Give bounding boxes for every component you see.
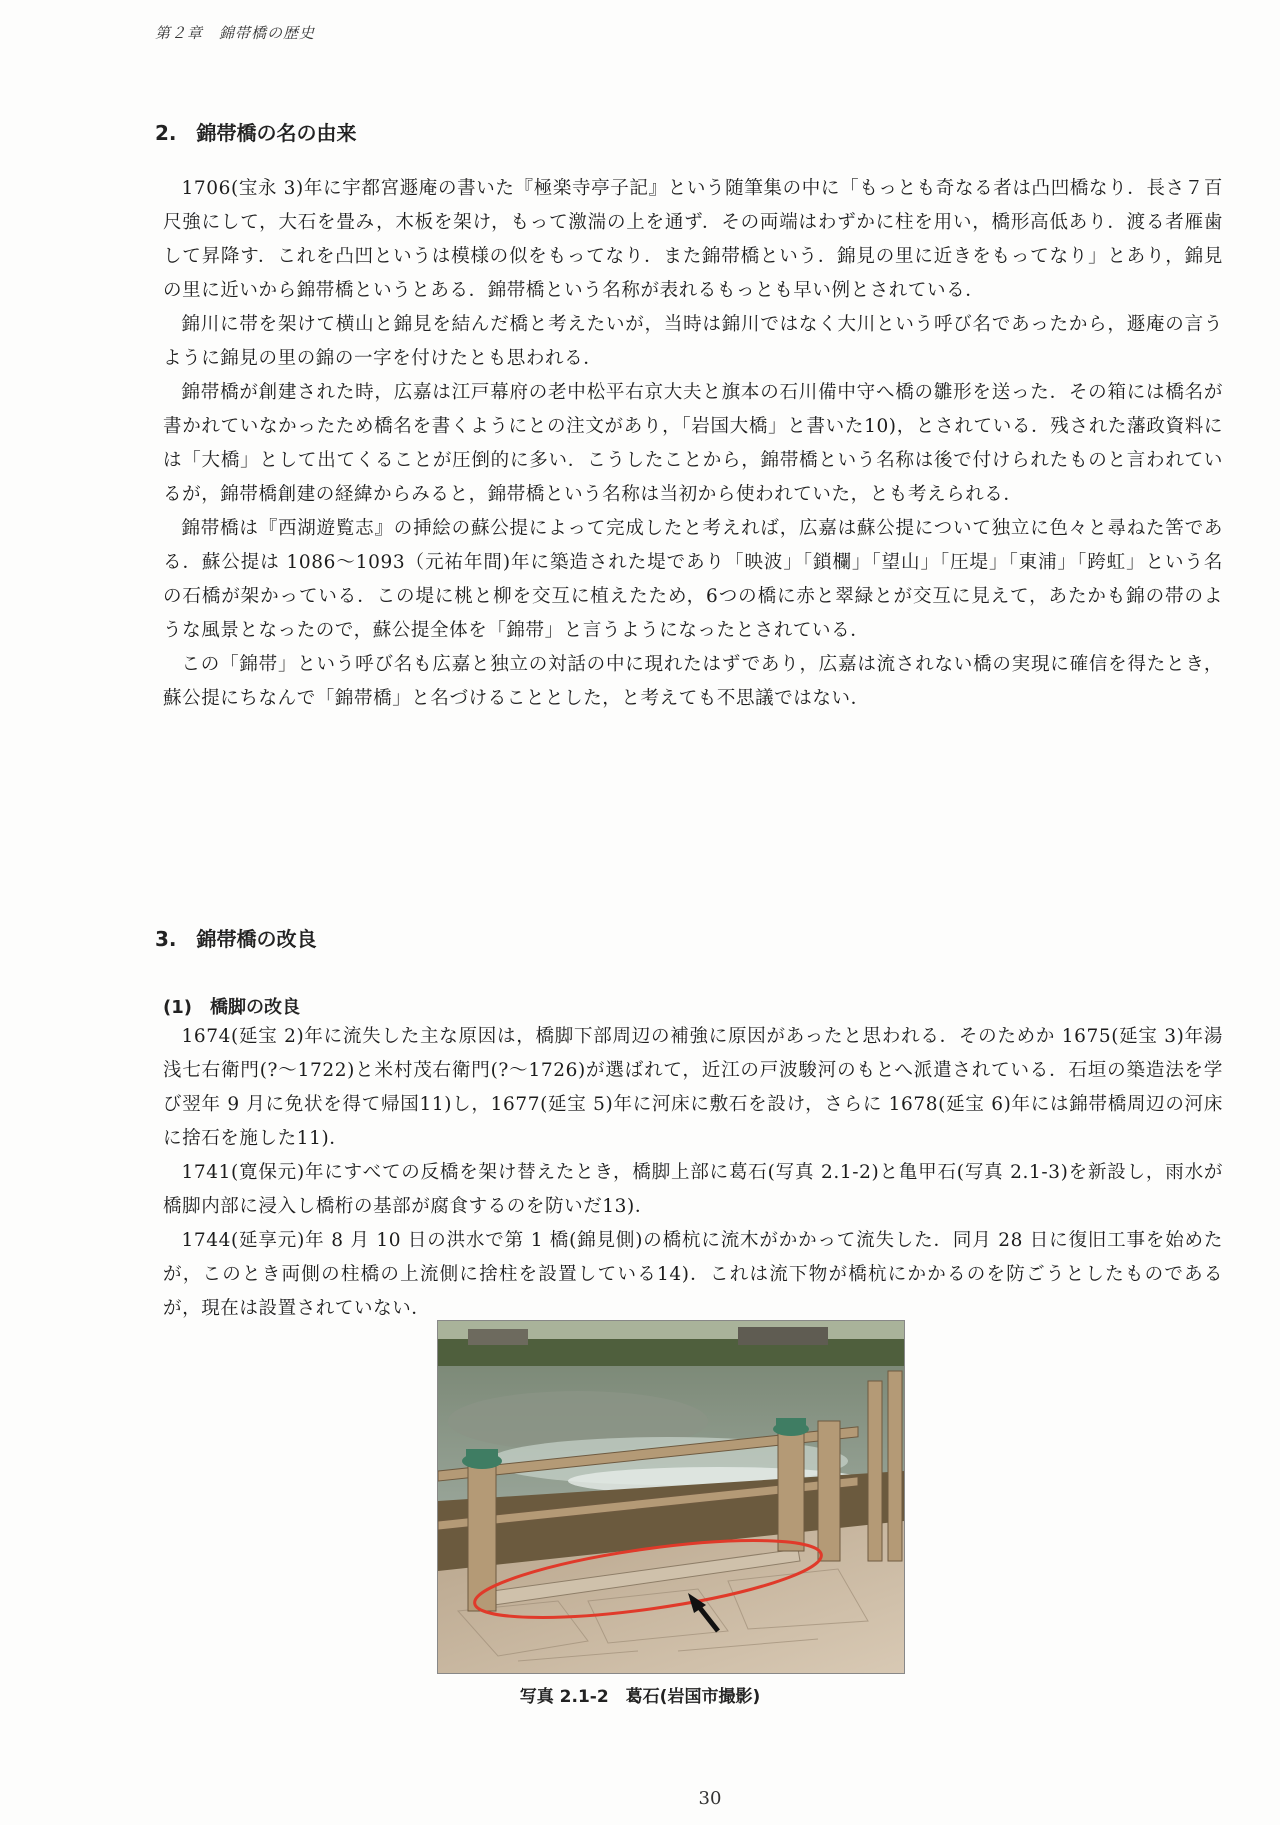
paragraph: この「錦帯」という呼び名も広嘉と独立の対話の中に現れたはずであり，広嘉は流されない橋の実現に確信を得たとき，蘇公提にちなんで「錦帯橋」と名づけることとした，と考えても不思議ではない． bbox=[163, 654, 1223, 709]
section-heading-name-origin: 2. 錦帯橋の名の由来 bbox=[155, 121, 357, 145]
bridge-photo bbox=[437, 1320, 905, 1674]
paragraph: 1741(寛保元)年にすべての反橋を架け替えたとき，橋脚上部に葛石(写真 2.1-2)と亀甲石(写真 2.1-3)を新設し，雨水が橋脚内部に浸入し橋桁の基部が腐食するのを防いだ13)． bbox=[163, 1162, 1223, 1217]
paragraph: 錦帯橋は『西湖遊覧志』の挿絵の蘇公提によって完成したと考えれば，広嘉は蘇公提について独立に色々と尋ねた筈である．蘇公提は 1086～1093（元祐年間)年に築造された堤であり「映波」「鎖欄」「望山」「圧堤」「東浦」「跨虹」という名の石橋が架かっている．この堤に桃と柳を交互に植えたため，6つの橋に赤と翠緑とが交互に見えて，あたかも錦の帯のような風景となったので，蘇公提全体を「錦帯」と言うようになったとされている． bbox=[163, 518, 1223, 641]
paragraph: 1744(延享元)年 8 月 10 日の洪水で第 1 橋(錦見側)の橋杭に流木がかかって流失した．同月 28 日に復旧工事を始めたが，このとき両側の柱橋の上流側に捨柱を設置している14)．これは流下物が橋杭にかかるのを防ごうとしたものであるが，現在は設置されていない． bbox=[163, 1230, 1223, 1319]
paragraph: 1674(延宝 2)年に流失した主な原因は，橋脚下部周辺の補強に原因があったと思われる．そのためか 1675(延宝 3)年湯浅七右衛門(?～1722)と米村茂右衛門(?～1726)が選ばれて，近江の戸波駿河のもとへ派遣されている．石垣の築造法を学び翌年 9 月に免状を得て帰国11)し，1677(延宝 5)年に河床に敷石を設け，さらに 1678(延宝 6)年には錦帯橋周辺の河床に捨石を施した11)． bbox=[163, 1026, 1223, 1149]
running-header: 第２章 錦帯橋の歴史 bbox=[155, 24, 316, 42]
page-number: 30 bbox=[698, 1788, 722, 1809]
paragraph: 錦帯橋が創建された時，広嘉は江戸幕府の老中松平右京大夫と旗本の石川備中守へ橋の雛形を送った．その箱には橋名が書かれていなかったため橋名を書くようにとの注文があり，「岩国大橋」と書いた10)，とされている．残された藩政資料には「大橋」として出てくることが圧倒的に多い．こうしたことから，錦帯橋という名称は後で付けられたものと言われているが，錦帯橋創建の経緯からみると，錦帯橋という名称は当初から使われていた，とも考えられる． bbox=[163, 382, 1223, 505]
section-heading-improvement: 3. 錦帯橋の改良 bbox=[155, 927, 317, 951]
photo-caption: 写真 2.1-2 葛石(岩国市撮影) bbox=[519, 1687, 761, 1707]
paragraph: 1706(宝永 3)年に宇都宮遯庵の書いた『極楽寺亭子記』という随筆集の中に「もっとも奇なる者は凸凹橋なり．長さ７百尺強にして，大石を畳み，木板を架け，もって激湍の上を通ず．その両端はわずかに柱を用い，橋形高低あり．渡る者雁歯して昇降す．これを凸凹というは模様の似をもってなり．また錦帯橋という．錦見の里に近きをもってなり」とあり，錦見の里に近いから錦帯橋というとある．錦帯橋という名称が表れるもっとも早い例とされている． bbox=[163, 178, 1223, 301]
section-2-body bbox=[163, 172, 1223, 716]
paragraph: 錦川に帯を架けて横山と錦見を結んだ橋と考えたいが，当時は錦川ではなく大川という呼び名であったから，遯庵の言うように錦見の里の錦の一字を付けたとも思われる． bbox=[163, 314, 1223, 369]
section-3-body bbox=[163, 1020, 1223, 1326]
sub-heading-pier-improvement: (1) 橋脚の改良 bbox=[163, 997, 300, 1018]
